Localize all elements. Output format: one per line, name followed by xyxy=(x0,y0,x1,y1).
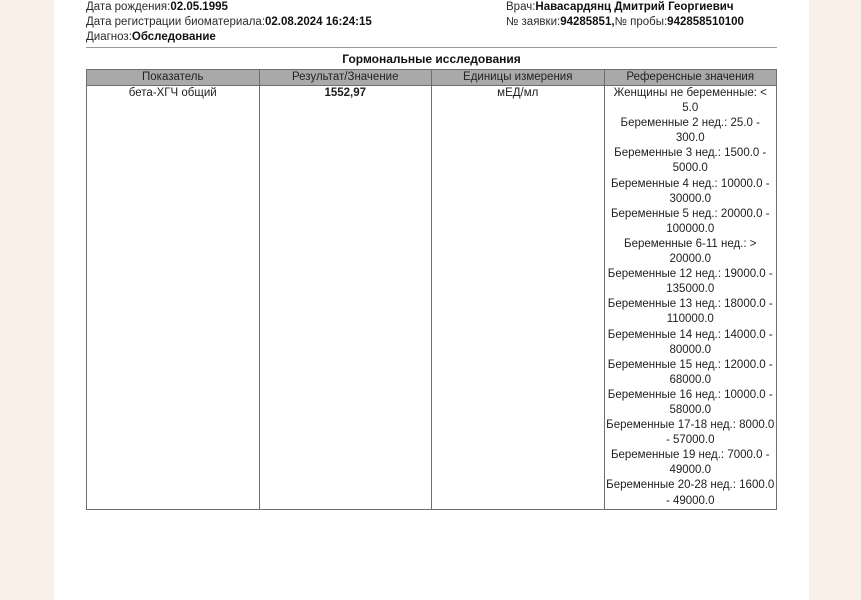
order-no-label: № заявки: xyxy=(506,16,561,28)
order-no-value: 94285851, xyxy=(560,16,615,28)
reference-line: Беременные 17-18 нед.: 8000.0 - 57000.0 xyxy=(606,419,775,447)
column-header-indicator: Показатель xyxy=(87,70,260,86)
doctor-label: Врач: xyxy=(506,1,536,13)
sample-no-label: № пробы: xyxy=(614,16,668,28)
reference-line: Беременные 13 нед.: 18000.0 - 110000.0 xyxy=(607,298,773,326)
results-table xyxy=(86,69,777,510)
reference-line: Беременные 4 нед.: 10000.0 - 30000.0 xyxy=(610,177,770,205)
reference-line: Беременные 6-11 нед.: > 20000.0 xyxy=(624,237,757,266)
doctor-line xyxy=(506,0,744,15)
reference-line: Беременные 19 нед.: 7000.0 - 49000.0 xyxy=(610,449,770,477)
patient-info xyxy=(86,0,372,45)
reference-line: Беременные 12 нед.: 19000.0 - 135000.0 xyxy=(607,268,773,296)
reference-line: Беременные 5 нед.: 20000.0 - 100000.0 xyxy=(610,207,770,235)
registration-value: 02.08.2024 16:24:15 xyxy=(265,16,372,28)
diagnosis-value: Обследование xyxy=(131,31,216,43)
column-header-result: Результат/Значение xyxy=(259,70,432,86)
reference-line: Беременные 15 нед.: 12000.0 - 68000.0 xyxy=(607,358,773,386)
birth-date-value: 02.05.1995 xyxy=(170,1,228,13)
table-row xyxy=(87,86,777,510)
reference-cell xyxy=(604,86,777,510)
table-header-row xyxy=(87,70,777,86)
section-title: Гормональные исследования xyxy=(342,52,521,66)
diagnosis-line xyxy=(86,30,372,45)
document-page xyxy=(54,0,809,600)
reference-line: Беременные 3 нед.: 1500.0 - 5000.0 xyxy=(614,147,767,175)
birth-date-label: Дата рождения: xyxy=(86,1,171,13)
order-line xyxy=(506,15,744,30)
units-cell: мЕД/мл xyxy=(432,86,605,510)
reference-line: Беременные 2 нед.: 25.0 - 300.0 xyxy=(620,117,760,145)
reference-line: Беременные 14 нед.: 14000.0 - 80000.0 xyxy=(607,328,773,356)
column-header-reference: Референсные значения xyxy=(604,70,777,86)
registration-label: Дата регистрации биоматериала: xyxy=(86,16,266,28)
column-header-units: Единицы измерения xyxy=(432,70,605,86)
reference-line: Беременные 16 нед.: 10000.0 - 58000.0 xyxy=(607,388,773,416)
indicator-cell: бета-ХГЧ общий xyxy=(87,86,260,510)
reference-line: Беременные 20-28 нед.: 1600.0 - 49000.0 xyxy=(606,479,775,507)
result-cell: 1552,97 xyxy=(259,86,432,510)
header-divider xyxy=(86,47,777,48)
birth-date-line xyxy=(86,0,372,15)
sample-no-value: 942858510100 xyxy=(667,16,744,28)
reference-line: Женщины не беременные: < 5.0 xyxy=(613,87,767,115)
diagnosis-label: Диагноз: xyxy=(86,31,132,43)
registration-line xyxy=(86,15,372,30)
doctor-value: Навасардянц Дмитрий Георгиевич xyxy=(535,1,734,13)
order-info xyxy=(506,0,744,30)
